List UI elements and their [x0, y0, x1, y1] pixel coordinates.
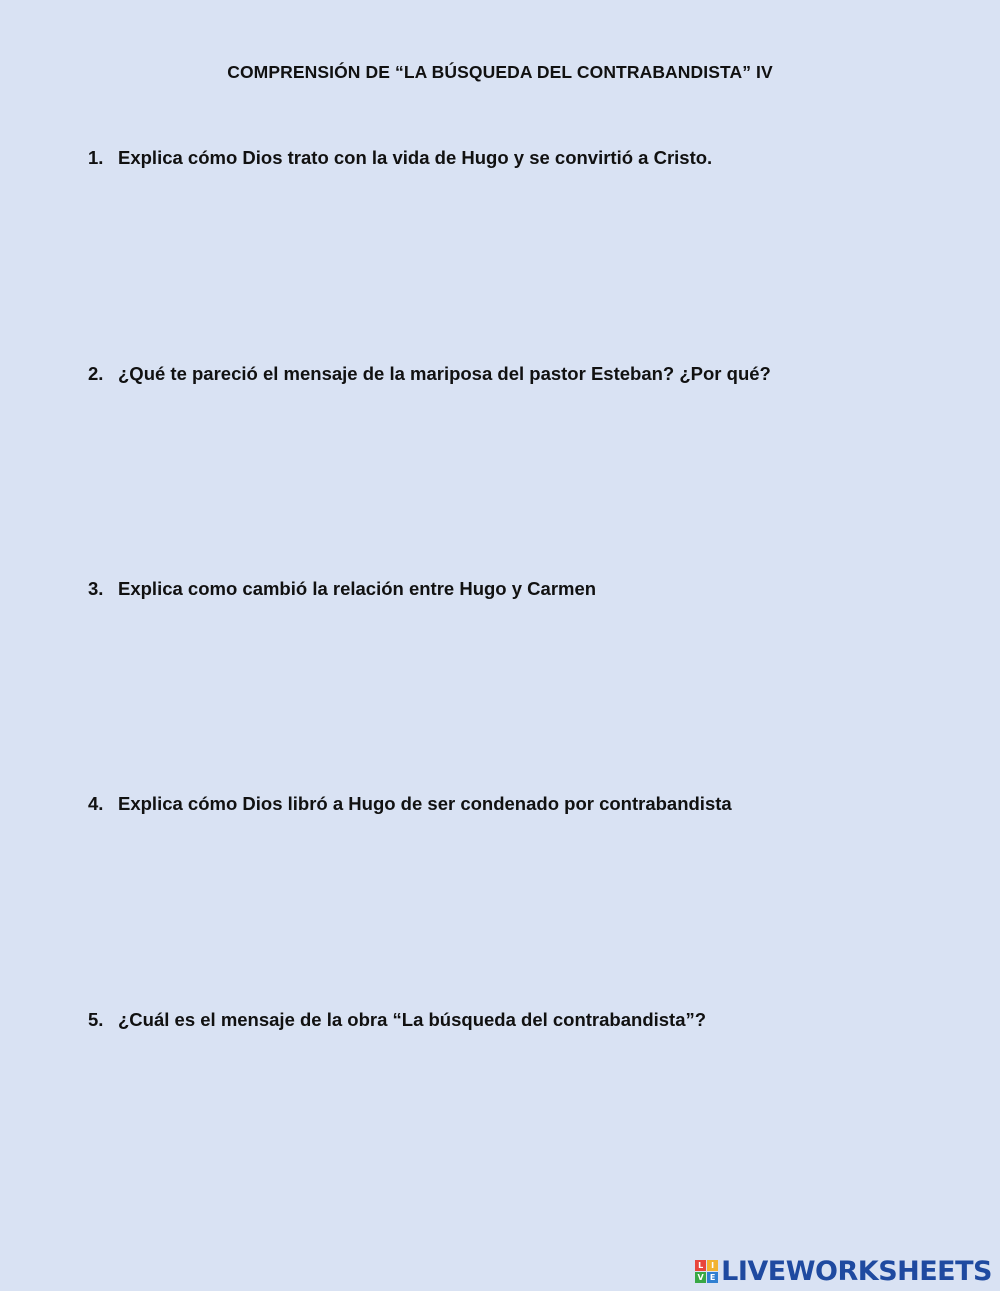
question-text: Explica como cambió la relación entre Hugo y Carmen	[118, 578, 597, 599]
logo-block-e: E	[707, 1272, 718, 1283]
question-5	[88, 1009, 948, 1031]
question-text: Explica cómo Dios libró a Hugo de ser condenado por contrabandista	[118, 793, 732, 814]
question-number: 5.	[88, 1009, 104, 1030]
question-number: 4.	[88, 793, 104, 814]
question-text: Explica cómo Dios trato con la vida de Hugo y se convirtió a Cristo.	[118, 147, 713, 168]
logo-block-i: I	[707, 1260, 718, 1271]
question-text: ¿Qué te pareció el mensaje de la mariposa del pastor Esteban? ¿Por qué?	[118, 363, 771, 384]
question-4	[88, 793, 948, 815]
question-number: 3.	[88, 578, 104, 599]
logo-text: LIVEWORKSHEETS	[721, 1256, 992, 1287]
question-3	[88, 578, 948, 600]
question-text: ¿Cuál es el mensaje de la obra “La búsqueda del contrabandista”?	[118, 1009, 707, 1030]
logo-block-v: V	[695, 1272, 706, 1283]
logo-block-l: L	[695, 1260, 706, 1271]
question-number: 1.	[88, 147, 104, 168]
liveworksheets-logo[interactable]	[695, 1258, 992, 1285]
page-title: COMPRENSIÓN DE “LA BÚSQUEDA DEL CONTRABANDISTA” IV	[227, 62, 773, 82]
question-2	[88, 363, 948, 385]
question-1	[88, 147, 948, 169]
logo-blocks-icon	[695, 1260, 718, 1283]
question-number: 2.	[88, 363, 104, 384]
